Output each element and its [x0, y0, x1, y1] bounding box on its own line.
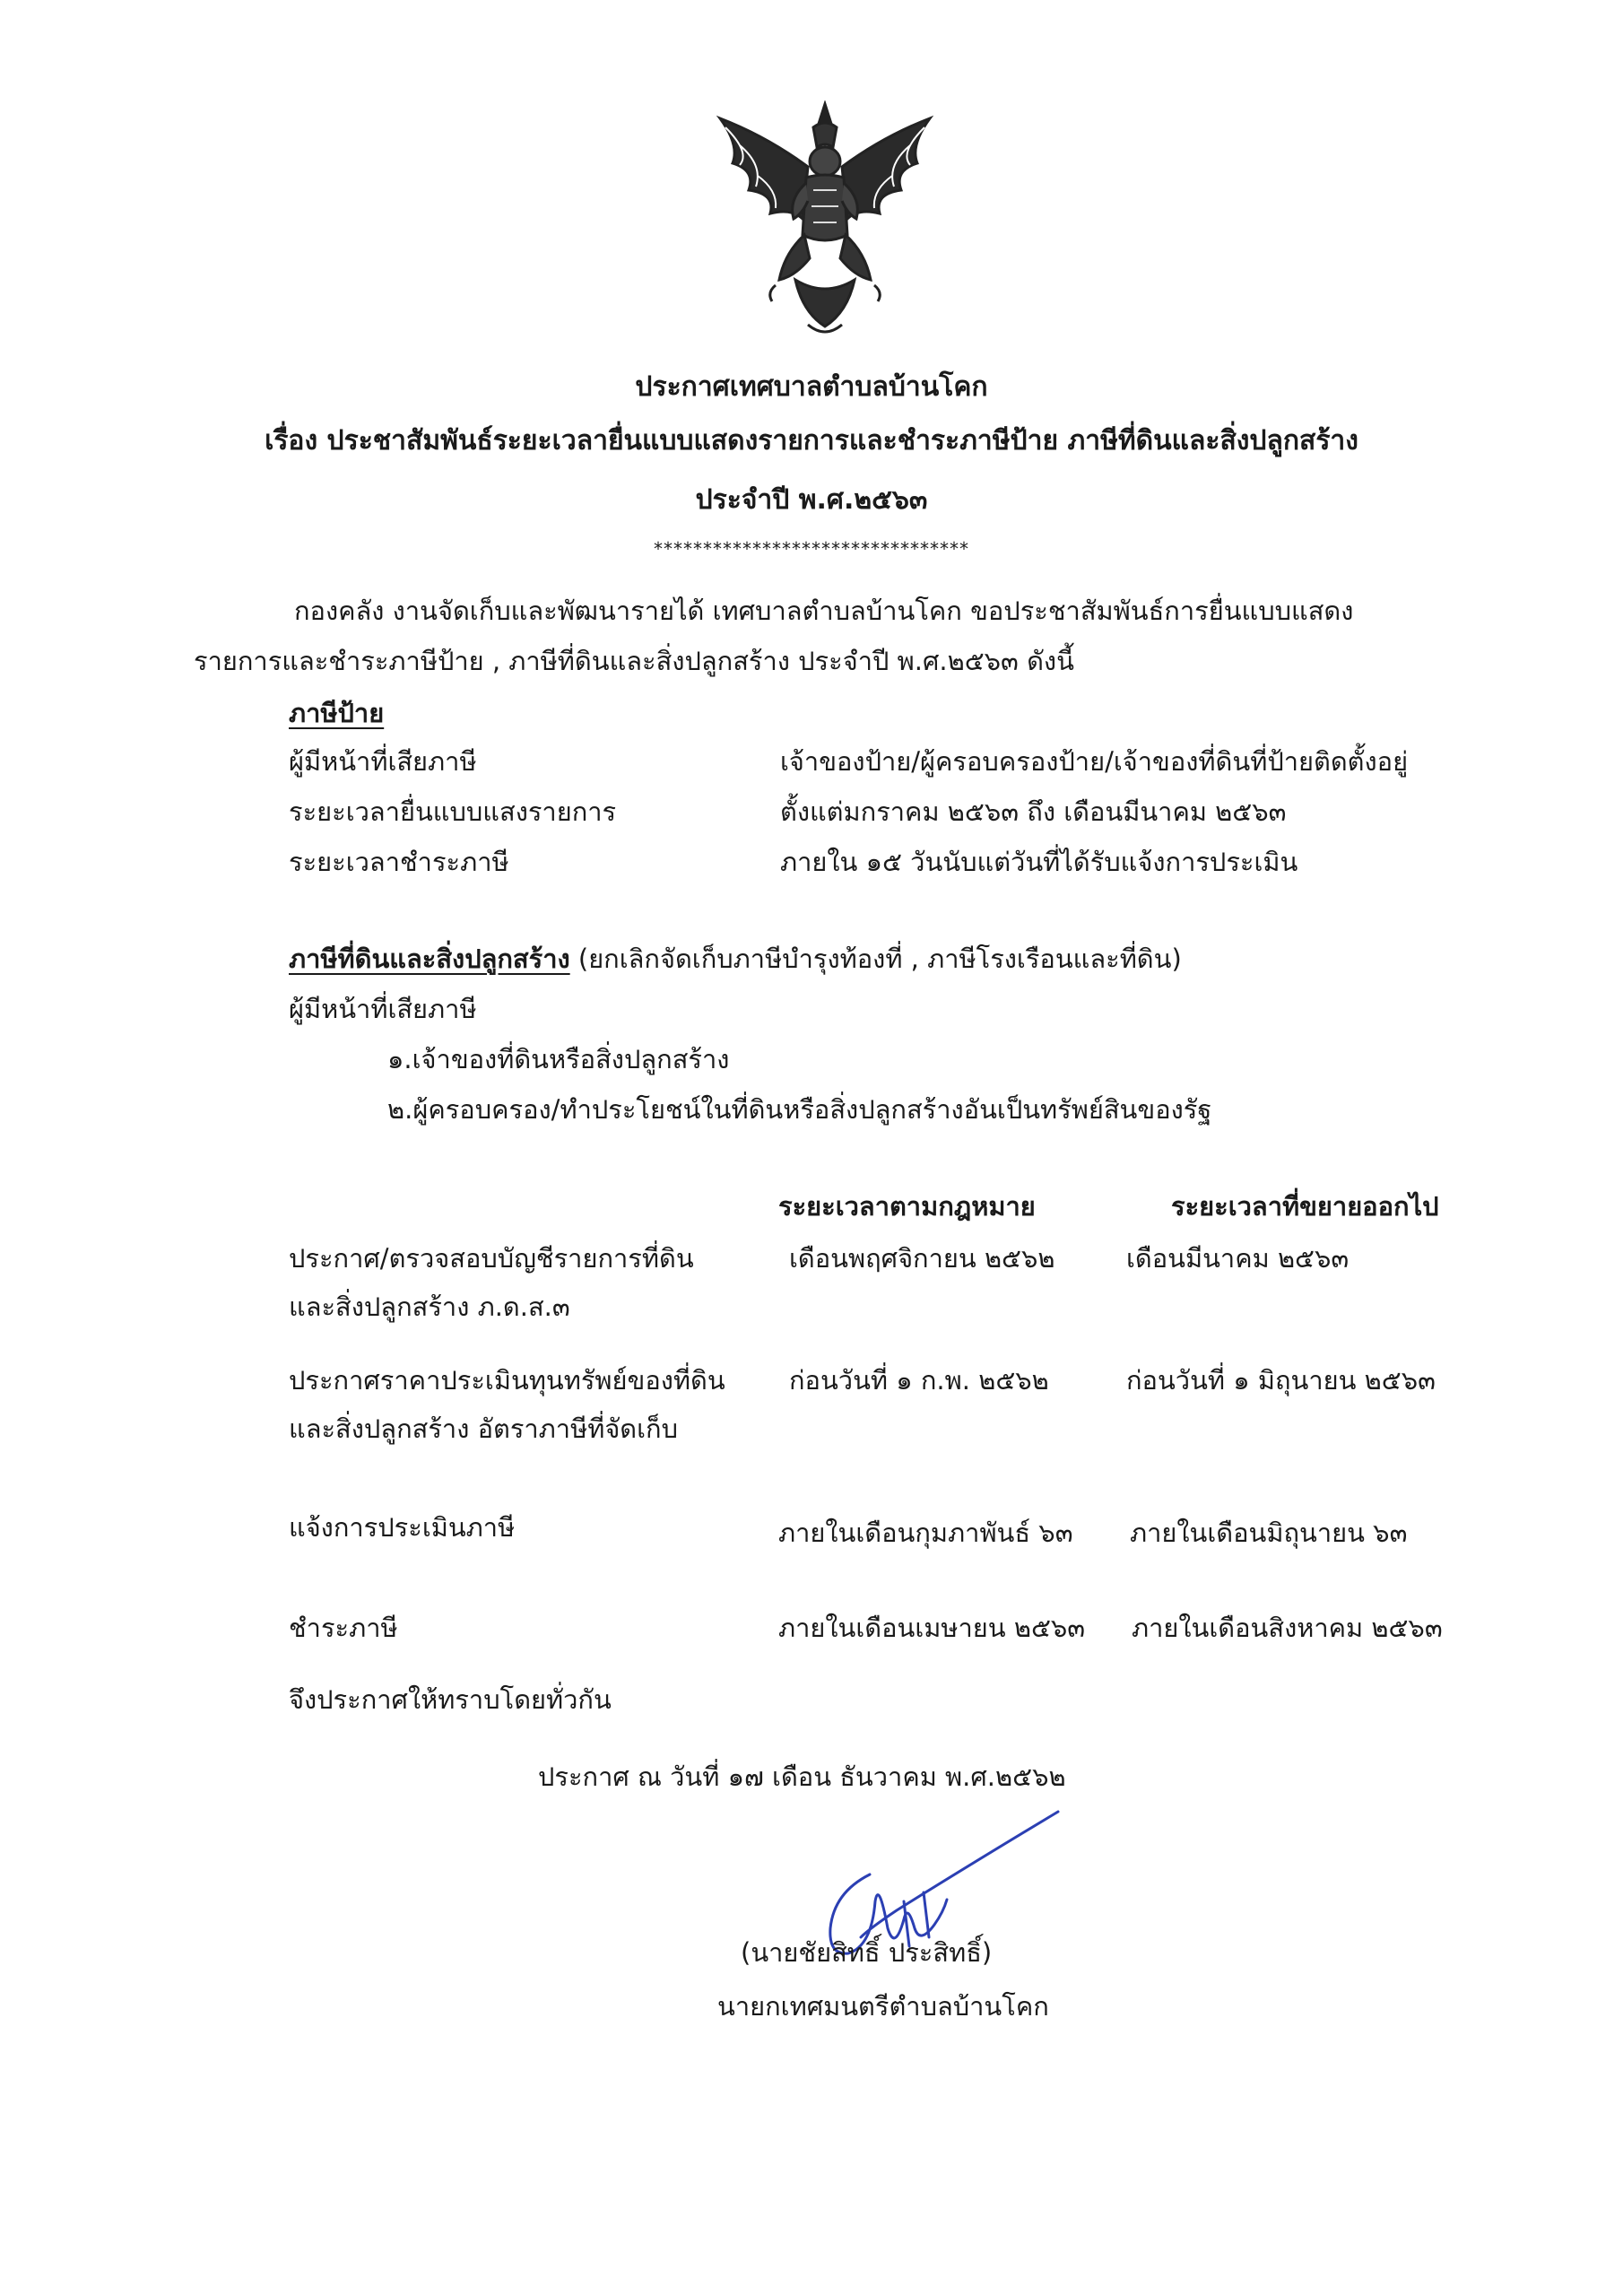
land-tax-heading: ภาษีที่ดินและสิ่งปลูกสร้าง: [289, 944, 570, 974]
sign-tax-value: ตั้งแต่มกราคม ๒๕๖๓ ถึง เดือนมีนาคม ๒๕๖๓: [780, 796, 1287, 827]
announcement-date: ประกาศ ณ วันที่ ๑๗ เดือน ธันวาคม พ.ศ.๒๕๖๒: [538, 1761, 1066, 1792]
signer-title: นายกเทศมนตรีตำบลบ้านโคก: [717, 1991, 1049, 2022]
land-tax-heading-note: (ยกเลิกจัดเก็บภาษีบำรุงท้องที่ , ภาษีโรงเรือนและที่ดิน): [569, 944, 1182, 974]
schedule-item-cont: และสิ่งปลูกสร้าง อัตราภาษีที่จัดเก็บ: [289, 1413, 679, 1444]
subject-line: เรื่อง ประชาสัมพันธ์ระยะเวลายื่นแบบแสดงรายการและชำระภาษีป้าย ภาษีที่ดินและสิ่งปลูกสร้าง: [265, 425, 1358, 457]
schedule-extended: ภายในเดือนสิงหาคม ๒๕๖๓: [1132, 1613, 1443, 1643]
sign-tax-value: ภายใน ๑๕ วันนับแต่วันที่ได้รับแจ้งการประเมิน: [780, 847, 1298, 877]
land-tax-payer-item: ๑.เจ้าของที่ดินหรือสิ่งปลูกสร้าง: [387, 1044, 730, 1074]
closing-notice: จึงประกาศให้ทราบโดยทั่วกัน: [289, 1684, 612, 1715]
org-title: ประกาศเทศบาลตำบลบ้านโคก: [635, 371, 988, 403]
intro-line-1: กองคลัง งานจัดเก็บและพัฒนารายได้ เทศบาลตำบลบ้านโคก ขอประชาสัมพันธ์การยื่นแบบแสดง: [294, 596, 1354, 626]
land-tax-heading-line: [289, 938, 1182, 979]
schedule-legal: เดือนพฤศจิกายน ๒๕๖๒: [789, 1243, 1055, 1274]
land-tax-payer-label: ผู้มีหน้าที่เสียภาษี: [289, 994, 477, 1024]
schedule-item-cont: และสิ่งปลูกสร้าง ภ.ด.ส.๓: [289, 1292, 570, 1322]
garuda-emblem-icon: [713, 100, 937, 343]
schedule-item: ชำระภาษี: [289, 1613, 398, 1643]
schedule-extended: ภายในเดือนมิถุนายน ๖๓: [1130, 1518, 1408, 1548]
schedule-item: ประกาศราคาประเมินทุนทรัพย์ของที่ดิน: [289, 1365, 725, 1396]
schedule-legal: ภายในเดือนเมษายน ๒๕๖๓: [778, 1613, 1086, 1643]
separator-line: ********************************: [654, 538, 969, 560]
sign-tax-label: ผู้มีหน้าที่เสียภาษี: [289, 746, 477, 777]
sign-tax-heading: ภาษีป้าย: [289, 698, 385, 728]
signer-name: (นายชัยสิทธิ์ ประสิทธิ์): [741, 1937, 993, 1968]
schedule-item: ประกาศ/ตรวจสอบบัญชีรายการที่ดิน: [289, 1243, 694, 1274]
schedule-item: แจ้งการประเมินภาษี: [289, 1512, 516, 1543]
schedule-legal: ก่อนวันที่ ๑ ก.พ. ๒๕๖๒: [789, 1365, 1049, 1396]
land-tax-payer-item: ๒.ผู้ครอบครอง/ทำประโยชน์ในที่ดินหรือสิ่งปลูกสร้างอันเป็นทรัพย์สินของรัฐ: [387, 1094, 1212, 1125]
col-header-legal: ระยะเวลาตามกฎหมาย: [778, 1191, 1036, 1222]
year-line: ประจำปี พ.ศ.๒๕๖๓: [695, 484, 928, 516]
sign-tax-value: เจ้าของป้าย/ผู้ครอบครองป้าย/เจ้าของที่ดินที่ป้ายติดตั้งอยู่: [780, 746, 1409, 777]
schedule-extended: ก่อนวันที่ ๑ มิถุนายน ๒๕๖๓: [1126, 1365, 1436, 1396]
schedule-extended: เดือนมีนาคม ๒๕๖๓: [1126, 1243, 1350, 1274]
sign-tax-label: ระยะเวลาชำระภาษี: [289, 847, 509, 877]
col-header-extended: ระยะเวลาที่ขยายออกไป: [1171, 1191, 1439, 1222]
sign-tax-label: ระยะเวลายื่นแบบแสงรายการ: [289, 796, 617, 827]
schedule-legal: ภายในเดือนกุมภาพันธ์ ๖๓: [778, 1518, 1073, 1548]
intro-line-2: รายการและชำระภาษีป้าย , ภาษีที่ดินและสิ่งปลูกสร้าง ประจำปี พ.ศ.๒๕๖๓ ดังนี้: [194, 646, 1074, 676]
